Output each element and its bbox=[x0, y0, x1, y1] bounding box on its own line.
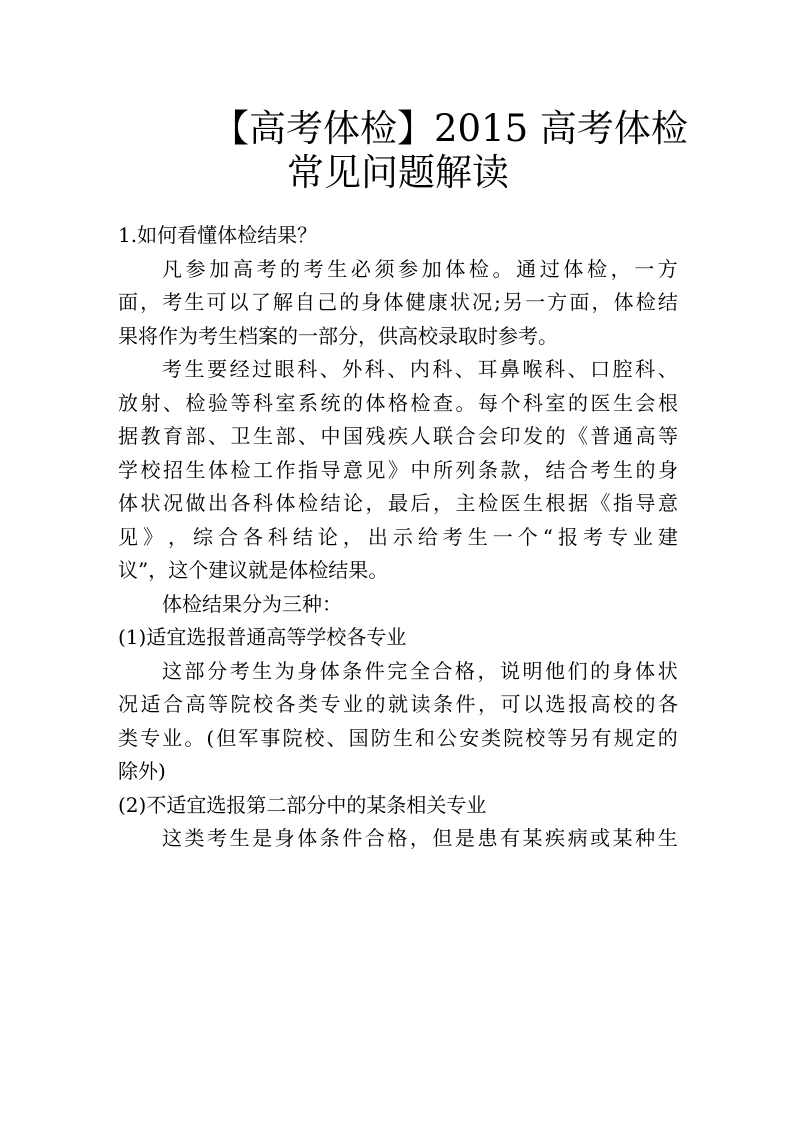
paragraph-line: 类 专 业 。 ( 但 军 事 院 校 、 国 防 生 和 公 安 类 院 校 等 另 有 规 定 的 bbox=[118, 725, 678, 750]
paragraph-line: 议”，这个建议就是体检结果。 bbox=[118, 558, 389, 582]
paragraph-line: 面 ， 考 生 可 以 了 解 自 己 的 身 体 健 康 状 况 ; 另 一 方 面 ， 体 检 结 bbox=[118, 290, 678, 314]
paragraph-line: 体检结果分为三种： bbox=[162, 591, 342, 616]
paragraph-line: 这 类 考 生 是 身 体 条 件 合 格 ， 但 是 患 有 某 疾 病 或 某 种 生 bbox=[162, 826, 678, 850]
paragraph-line: 放 射 、 检 验 等 科 室 系 统 的 体 格 检 查 。 每 个 科 室 的 医 生 会 根 bbox=[118, 390, 678, 415]
document-body bbox=[118, 219, 678, 856]
paragraph-line: 况 适 合 高 等 院 校 各 类 专 业 的 就 读 条 件 ， 可 以 选 报 高 校 的 各 bbox=[118, 692, 678, 716]
paragraph-line: 据 教 育 部 、 卫 生 部 、 中 国 残 疾 人 联 合 会 印 发 的 《 普 通 高 等 bbox=[118, 424, 678, 448]
paragraph-line: 果将作为考生档案的一部分，供高校录取时参考。 bbox=[118, 323, 558, 348]
paragraph-line: 体 状 况 做 出 各 科 体 检 结 论 ， 最 后 ， 主 检 医 生 根 据 《 指 导 意 bbox=[118, 491, 678, 515]
question-heading: 1.如何看懂体检结果？ bbox=[118, 223, 318, 247]
paragraph-line: 这 部 分 考 生 为 身 体 条 件 完 全 合 格 ， 说 明 他 们 的 身 体 状 bbox=[162, 658, 678, 683]
paragraph-line: 见 》 ， 综 合 各 科 结 论 ， 出 示 给 考 生 一 个 “ 报 考 专 业 建 bbox=[118, 524, 678, 549]
paragraph-line: 学 校 招 生 体 检 工 作 指 导 意 见 》 中 所 列 条 款 ， 结 合 考 生 的 身 bbox=[118, 457, 678, 482]
document-title-line-2: 常见问题解读 bbox=[287, 151, 509, 194]
result-item-heading: (2)不适宜选报第二部分中的某条相关专业 bbox=[118, 792, 487, 817]
result-item-heading: (1)适宜选报普通高等学校各专业 bbox=[118, 625, 407, 649]
document-title-line-1: 【高考体检】2015 高考体检 bbox=[212, 107, 688, 150]
paragraph-line: 考 生 要 经 过 眼 科 、 外 科 、 内 科 、 耳 鼻 喉 科 、 口 腔 科 、 bbox=[162, 357, 678, 381]
paragraph-line: 凡 参 加 高 考 的 考 生 必 须 参 加 体 检 。 通 过 体 检 ， 一 方 bbox=[162, 256, 678, 281]
paragraph-line: 除外) bbox=[118, 759, 166, 783]
